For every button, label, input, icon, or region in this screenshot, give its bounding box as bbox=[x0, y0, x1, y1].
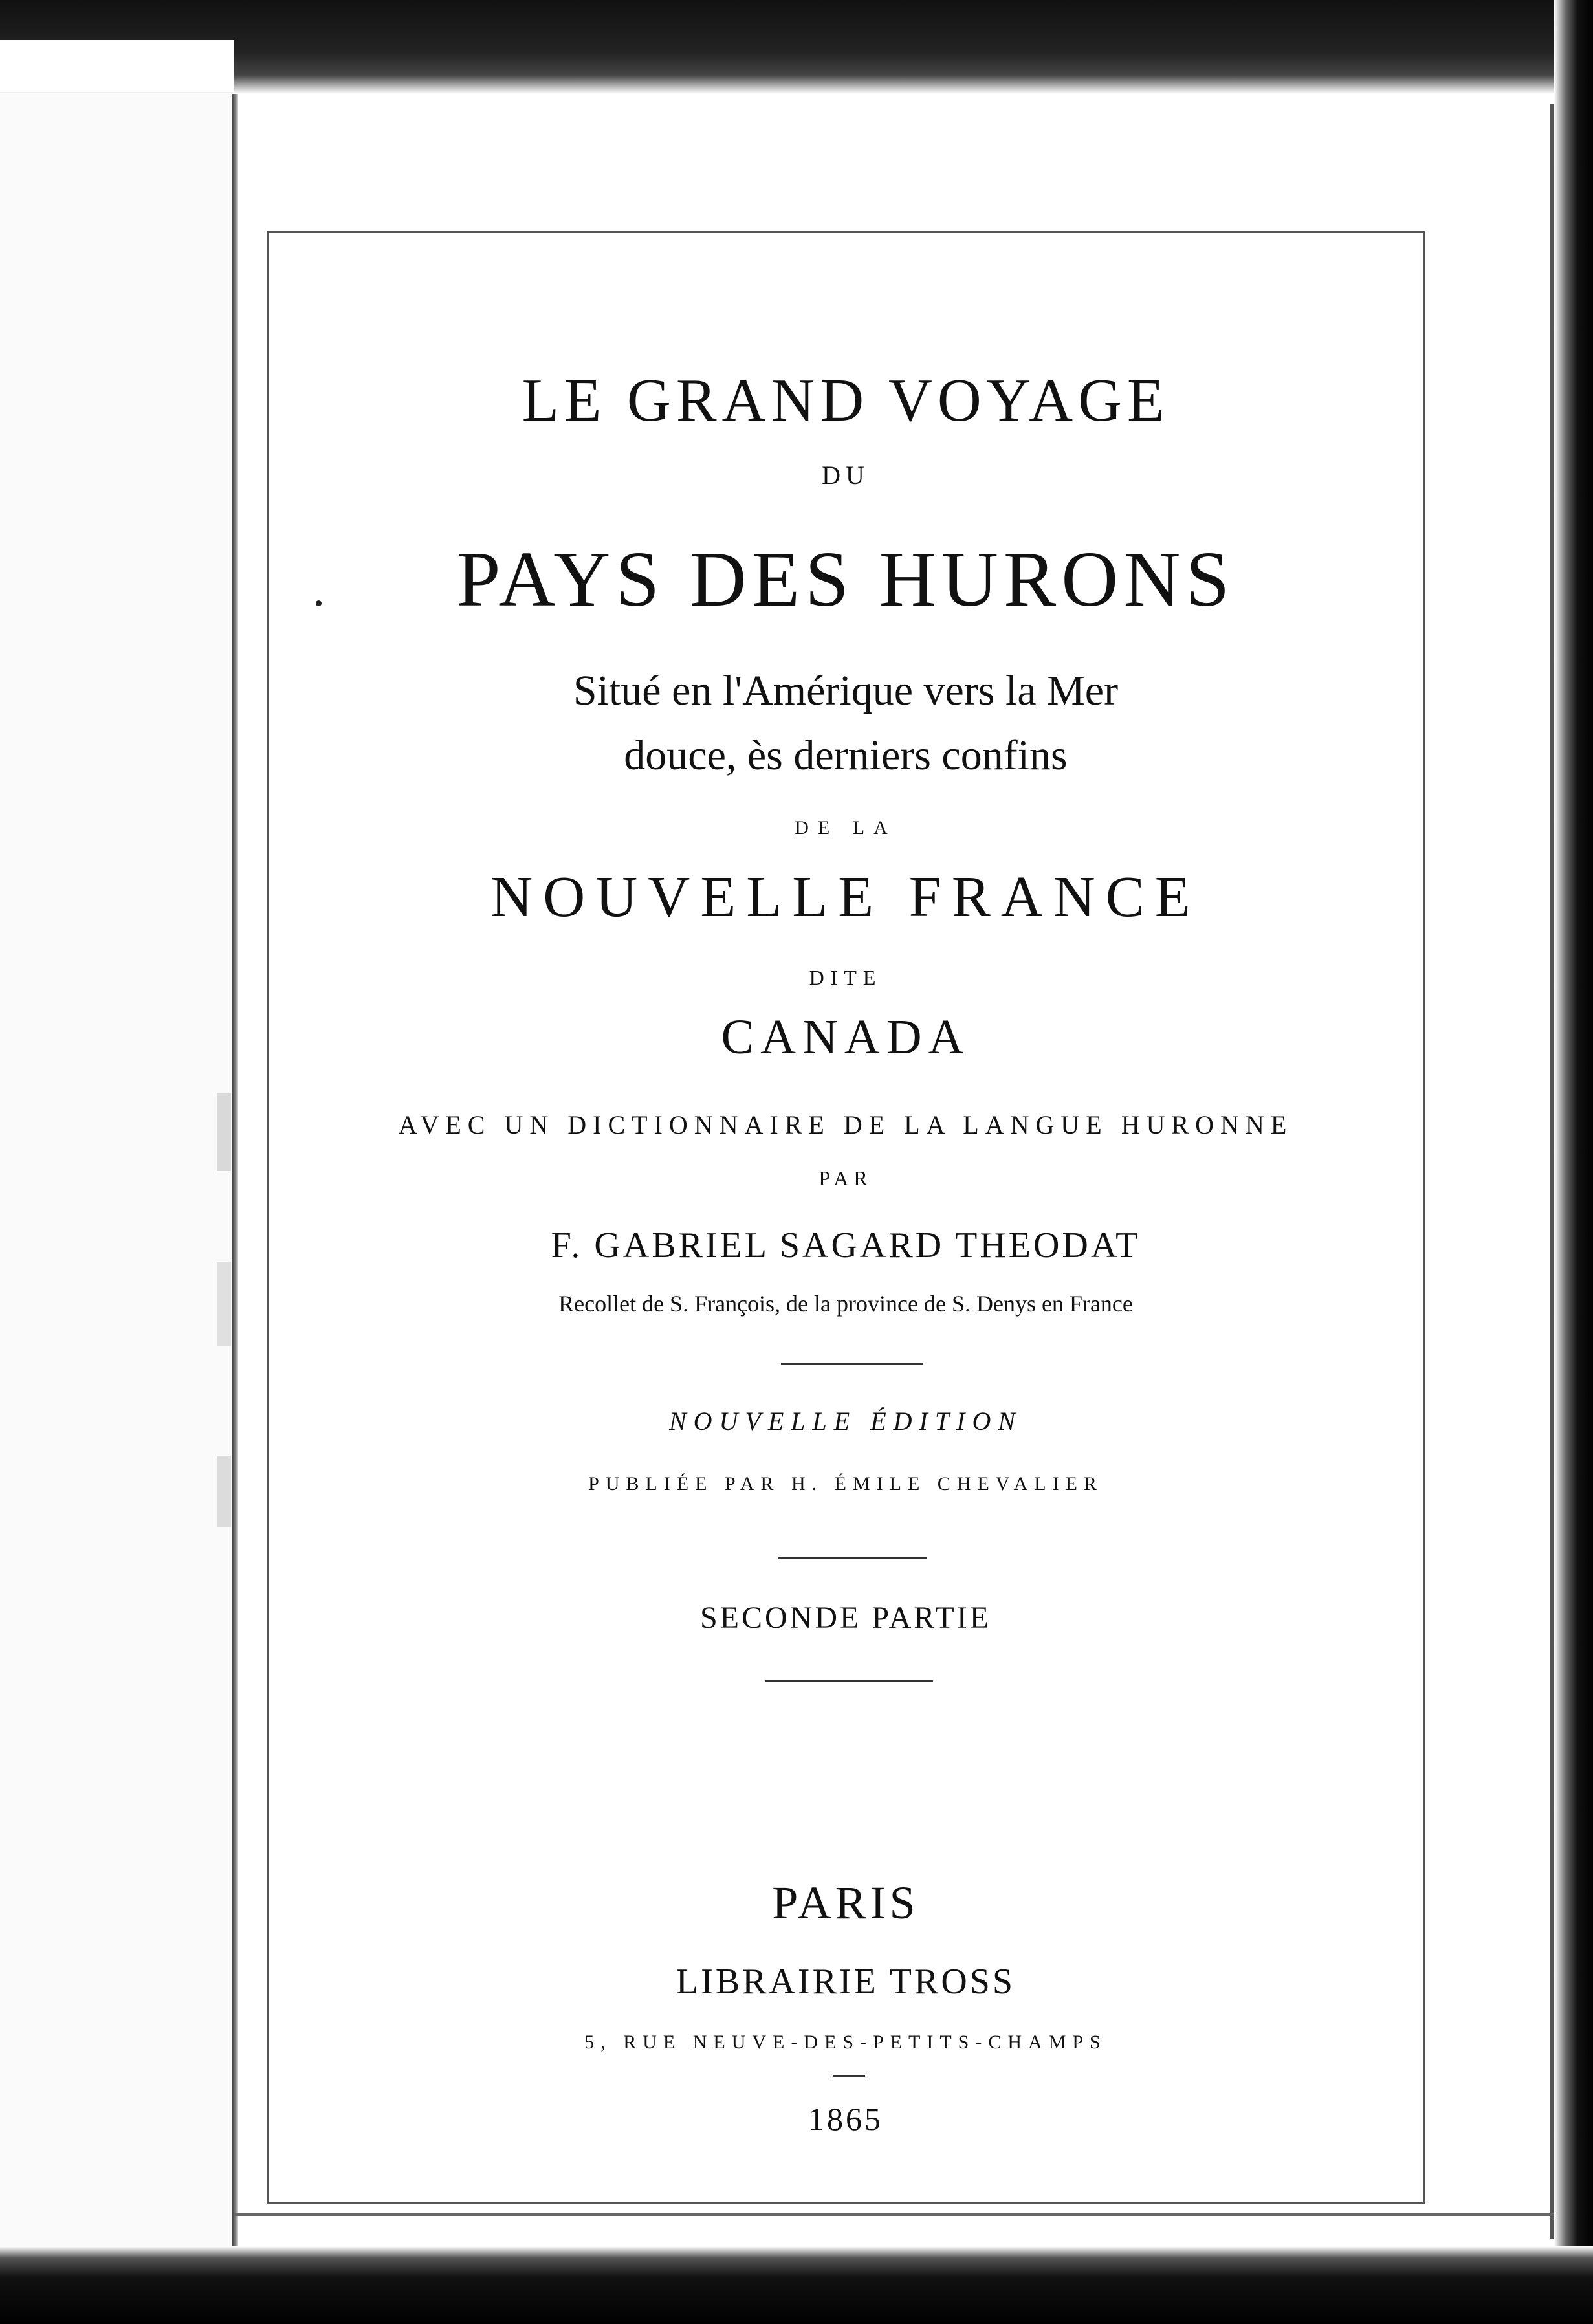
author-description: Recollet de S. François, de la province de S. Denys en France bbox=[558, 1291, 1133, 1317]
title-line-grand-voyage: LE GRAND VOYAGE bbox=[522, 367, 1170, 434]
imprint-address: 5, RUE NEUVE-DES-PETITS-CHAMPS bbox=[584, 2032, 1107, 2053]
title-page bbox=[267, 231, 1425, 2204]
divider-rule bbox=[765, 1680, 933, 1682]
gutter-shadow bbox=[217, 1093, 231, 1171]
imprint-city: PARIS bbox=[772, 1877, 919, 1929]
title-line-par: PAR bbox=[818, 1167, 873, 1190]
divider-rule-short bbox=[833, 2075, 865, 2077]
divider-rule bbox=[778, 1557, 927, 1559]
subtitle-line-1: Situé en l'Amérique vers la Mer bbox=[573, 667, 1119, 714]
scan-top-left-page bbox=[0, 40, 234, 92]
title-line-de-la: DE LA bbox=[795, 817, 897, 839]
title-line-dite: DITE bbox=[809, 966, 883, 989]
edition-label: NOUVELLE ÉDITION bbox=[668, 1407, 1023, 1436]
title-line-pays-des-hurons: PAYS DES HURONS bbox=[456, 536, 1235, 623]
gutter-shadow bbox=[217, 1456, 231, 1527]
book-spine bbox=[0, 0, 234, 2324]
spine-edge bbox=[232, 91, 238, 2258]
divider-rule bbox=[781, 1363, 923, 1365]
title-line-nouvelle-france: NOUVELLE FRANCE bbox=[490, 865, 1201, 929]
gutter-shadow bbox=[217, 1262, 231, 1346]
subtitle-line-2: douce, ès derniers confins bbox=[624, 732, 1068, 779]
title-line-du: DU bbox=[822, 461, 870, 490]
scan-bottom-border bbox=[0, 2246, 1593, 2324]
title-line-canada: CANADA bbox=[721, 1010, 971, 1064]
editor-credit: PUBLIÉE PAR H. ÉMILE CHEVALIER bbox=[588, 1473, 1103, 1495]
scan-right-border bbox=[1554, 0, 1593, 2324]
page-edge-right bbox=[1550, 104, 1554, 2239]
part-label: SECONDE PARTIE bbox=[699, 1601, 992, 1635]
page-edge-bottom bbox=[234, 2213, 1554, 2216]
scan-top-border bbox=[0, 0, 1593, 94]
imprint-year: 1865 bbox=[808, 2101, 883, 2137]
title-line-dictionnaire: AVEC UN DICTIONNAIRE DE LA LANGUE HURONNE bbox=[398, 1110, 1293, 1139]
imprint-publisher: LIBRAIRIE TROSS bbox=[676, 1962, 1016, 2002]
author-name: F. GABRIEL SAGARD THEODAT bbox=[551, 1225, 1141, 1266]
